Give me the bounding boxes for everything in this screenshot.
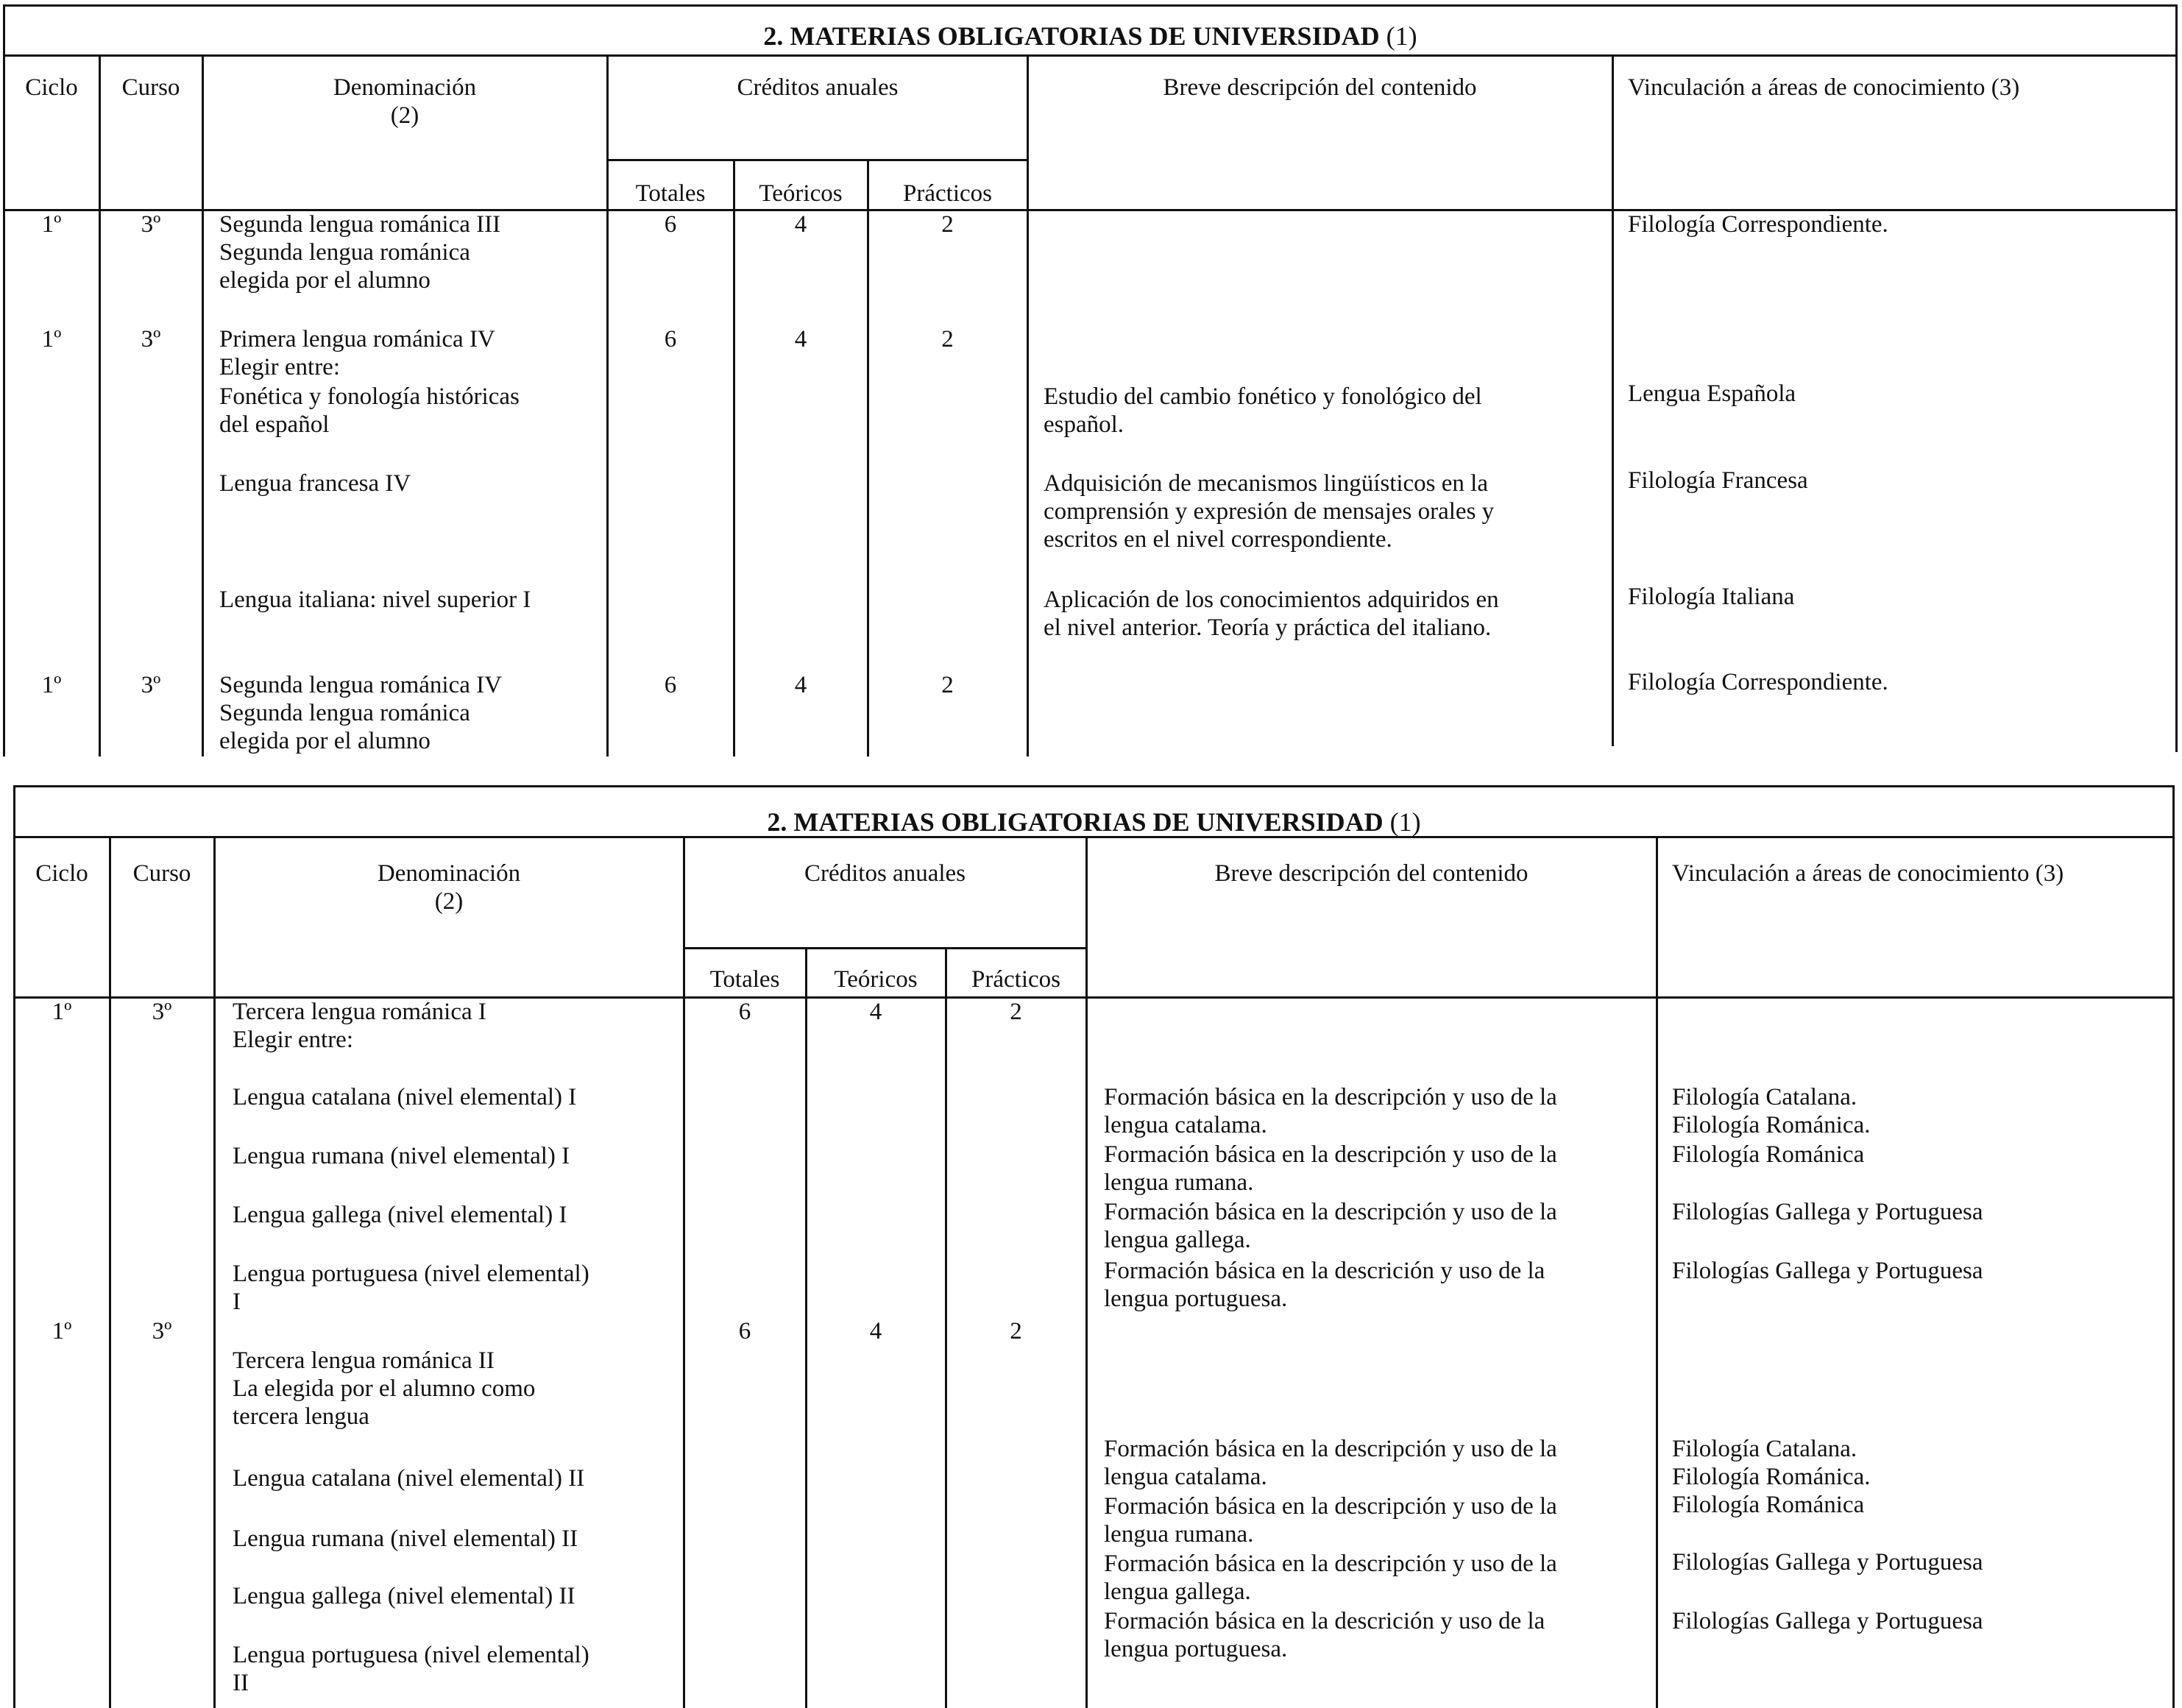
cell-totales: 6 (664, 672, 677, 698)
border (606, 54, 609, 756)
border (733, 159, 735, 756)
cell-vinculacion: Filologías Gallega y Portuguesa (1672, 1549, 1983, 1576)
cell-descripcion: lengua portuguesa. (1104, 1636, 1288, 1662)
header-denominacion-note: (2) (390, 102, 419, 129)
cell-totales: 6 (738, 1318, 751, 1344)
cell-descripcion: Formación básica en la descripción y uso de la (1104, 1084, 1557, 1110)
border (606, 159, 1029, 161)
header-vinculacion: Vinculación a áreas de conocimiento (3) (1628, 74, 2020, 101)
border (1656, 836, 1658, 1708)
cell-practicos: 2 (1010, 999, 1022, 1025)
cell-denominacion: Lengua gallega (nivel elemental) II (233, 1583, 575, 1609)
cell-vinculacion: Filología Correspondiente. (1628, 669, 1888, 695)
cell-descripcion: lengua catalama. (1104, 1464, 1267, 1490)
cell-ciclo: 1º (41, 326, 62, 352)
cell-curso: 3º (152, 999, 172, 1025)
cell-vinculacion: Filología Italiana (1628, 584, 1795, 610)
border (13, 785, 2175, 787)
cell-totales: 6 (664, 326, 677, 352)
cell-denominacion: La elegida por el alumno como (233, 1375, 536, 1402)
cell-descripcion: lengua gallega. (1104, 1578, 1251, 1605)
border (3, 4, 2178, 7)
cell-totales: 6 (664, 211, 677, 238)
cell-practicos: 2 (941, 672, 954, 698)
border (1027, 54, 1029, 756)
border (213, 836, 216, 1708)
border (202, 54, 204, 756)
border (867, 159, 869, 756)
cell-teoricos: 4 (869, 1318, 882, 1344)
cell-vinculacion: Filologías Gallega y Portuguesa (1672, 1608, 1983, 1634)
table-title: 2. MATERIAS OBLIGATORIAS DE UNIVERSIDAD (1) (767, 807, 1421, 837)
cell-denominacion: I (233, 1289, 241, 1315)
cell-descripcion: lengua catalama. (1104, 1112, 1267, 1138)
cell-teoricos: 4 (869, 999, 882, 1025)
cell-descripcion: español. (1044, 411, 1124, 438)
cell-descripcion: Formación básica en la descripción y uso de la (1104, 1199, 1557, 1225)
cell-vinculacion: Filología Románica. (1672, 1464, 1871, 1490)
cell-curso: 3º (141, 211, 161, 238)
cell-denominacion: Primera lengua románica IV (219, 326, 495, 352)
cell-denominacion: Fonética y fonología históricas (219, 383, 520, 410)
cell-ciclo: 1º (52, 1318, 72, 1344)
border (13, 785, 15, 1708)
cell-vinculacion: Filología Románica (1672, 1492, 1865, 1518)
cell-descripcion: el nivel anterior. Teoría y práctica del italiano. (1044, 614, 1492, 641)
cell-descripcion: Formación básica en la descripción y uso de la (1104, 1141, 1557, 1168)
border (1612, 54, 1614, 746)
cell-denominacion: del español (219, 411, 330, 438)
table-title: 2. MATERIAS OBLIGATORIAS DE UNIVERSIDAD (1) (763, 21, 1417, 51)
header-descripcion: Breve descripción del contenido (1163, 74, 1477, 101)
cell-denominacion: Tercera lengua románica II (233, 1347, 495, 1374)
header-totales: Totales (635, 180, 706, 207)
cell-denominacion: Segunda lengua románica IV (219, 672, 502, 698)
cell-denominacion: Lengua gallega (nivel elemental) I (233, 1202, 567, 1228)
cell-denominacion: Lengua portuguesa (nivel elemental) (233, 1261, 589, 1287)
cell-vinculacion: Filología Correspondiente. (1628, 211, 1888, 238)
cell-denominacion: Segunda lengua románica (219, 700, 470, 726)
cell-curso: 3º (141, 672, 161, 698)
cell-teoricos: 4 (794, 672, 807, 698)
cell-curso: 3º (141, 326, 161, 352)
cell-denominacion: Lengua italiana: nivel superior I (219, 587, 531, 613)
cell-vinculacion: Filologías Gallega y Portuguesa (1672, 1199, 1983, 1225)
header-teoricos: Teóricos (834, 966, 918, 993)
cell-teoricos: 4 (794, 326, 807, 352)
cell-denominacion: Segunda lengua románica (219, 239, 470, 266)
cell-teoricos: 4 (794, 211, 807, 238)
cell-ciclo: 1º (52, 999, 72, 1025)
border (3, 4, 5, 756)
border (2172, 785, 2175, 1708)
cell-denominacion: Lengua francesa IV (219, 470, 411, 497)
cell-denominacion: Lengua rumana (nivel elemental) II (233, 1525, 578, 1552)
header-descripcion: Breve descripción del contenido (1214, 860, 1529, 887)
cell-denominacion: Lengua catalana (nivel elemental) I (233, 1084, 577, 1110)
cell-descripcion: lengua rumana. (1104, 1169, 1254, 1196)
cell-denominacion: Lengua portuguesa (nivel elemental) (233, 1642, 589, 1668)
cell-denominacion: Lengua catalana (nivel elemental) II (233, 1465, 585, 1492)
cell-descripcion: Aplicación de los conocimientos adquiridos en (1044, 587, 1499, 613)
cell-vinculacion: Filología Románica. (1672, 1112, 1871, 1138)
cell-totales: 6 (738, 999, 751, 1025)
cell-vinculacion: Filología Románica (1672, 1141, 1865, 1168)
header-creditos: Créditos anuales (737, 74, 899, 101)
header-teoricos: Teóricos (759, 180, 843, 207)
cell-descripcion: lengua portuguesa. (1104, 1286, 1288, 1312)
cell-denominacion: Lengua rumana (nivel elemental) I (233, 1143, 570, 1169)
cell-descripcion: Formación básica en la descripción y uso de la (1104, 1436, 1557, 1462)
cell-descripcion: lengua gallega. (1104, 1227, 1251, 1253)
cell-denominacion: elegida por el alumno (219, 267, 431, 294)
cell-denominacion: Elegir entre: (219, 354, 341, 380)
header-creditos: Créditos anuales (804, 860, 966, 887)
header-practicos: Prácticos (903, 180, 992, 207)
border (3, 54, 2178, 57)
cell-descripcion: comprensión y expresión de mensajes orales y (1044, 498, 1495, 525)
header-curso: Curso (121, 74, 180, 101)
border (1085, 836, 1088, 1708)
cell-descripcion: Formación básica en la descripción y uso de la (1104, 1493, 1557, 1520)
cell-vinculacion: Lengua Española (1628, 380, 1796, 407)
header-ciclo: Ciclo (25, 74, 78, 101)
cell-descripcion: Formación básica en la descrición y uso de la (1104, 1258, 1545, 1284)
cell-vinculacion: Filología Catalana. (1672, 1436, 1857, 1462)
header-denominacion: Denominación (377, 860, 521, 887)
header-practicos: Prácticos (971, 966, 1060, 993)
cell-vinculacion: Filología Francesa (1628, 467, 1808, 494)
cell-descripcion: Formación básica en la descripción y uso de la (1104, 1551, 1557, 1577)
header-denominacion-note: (2) (434, 888, 464, 915)
border (683, 947, 1086, 949)
header-vinculacion: Vinculación a áreas de conocimiento (3) (1672, 860, 2064, 887)
cell-denominacion: elegida por el alumno (219, 728, 431, 754)
cell-denominacion: Segunda lengua románica III (219, 211, 501, 238)
cell-descripcion: escritos en el nivel correspondiente. (1044, 526, 1392, 553)
header-denominacion: Denominación (333, 74, 477, 101)
cell-vinculacion: Filologías Gallega y Portuguesa (1672, 1258, 1983, 1284)
cell-practicos: 2 (941, 326, 954, 352)
cell-descripcion: Adquisición de mecanismos lingüísticos en la (1044, 470, 1488, 497)
cell-denominacion: Tercera lengua románica I (233, 999, 486, 1025)
cell-denominacion: tercera lengua (233, 1403, 369, 1430)
cell-descripcion: lengua rumana. (1104, 1521, 1254, 1548)
header-curso: Curso (132, 860, 191, 887)
cell-curso: 3º (152, 1318, 172, 1344)
cell-ciclo: 1º (41, 211, 62, 238)
cell-descripcion: Estudio del cambio fonético y fonológico del (1044, 383, 1482, 410)
border (99, 54, 101, 756)
cell-vinculacion: Filología Catalana. (1672, 1084, 1857, 1110)
cell-ciclo: 1º (41, 672, 62, 698)
border (2175, 4, 2178, 752)
cell-denominacion: II (233, 1670, 249, 1696)
cell-practicos: 2 (941, 211, 954, 238)
cell-denominacion: Elegir entre: (233, 1027, 354, 1053)
border (109, 836, 111, 1708)
cell-practicos: 2 (1010, 1318, 1022, 1344)
header-ciclo: Ciclo (35, 860, 88, 887)
header-totales: Totales (709, 966, 780, 993)
cell-descripcion: Formación básica en la descrición y uso de la (1104, 1608, 1545, 1634)
